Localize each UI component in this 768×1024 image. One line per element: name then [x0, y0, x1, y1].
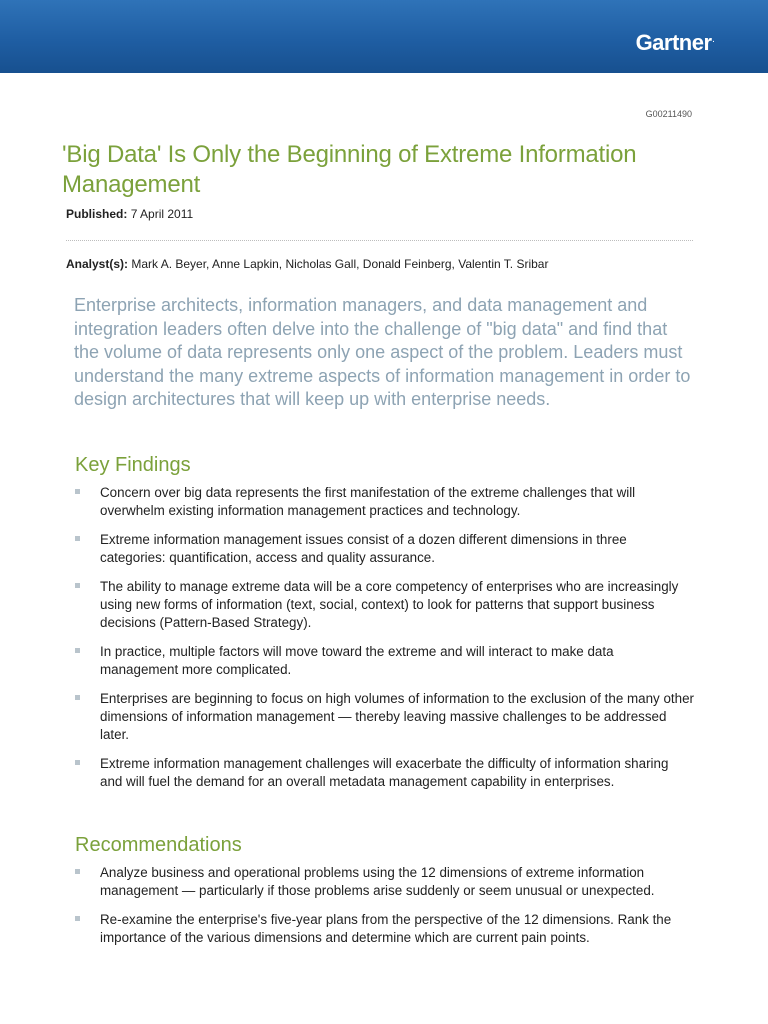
logo-text: Gartner	[635, 30, 712, 55]
recommendations-heading: Recommendations	[75, 834, 242, 856]
key-finding-item	[74, 531, 694, 567]
key-finding-item	[74, 690, 694, 744]
square-bullet-icon	[75, 695, 80, 700]
key-finding-text: Enterprises are beginning to focus on high volumes of information to the exclusion of the many other dimensions of information management — thereby leaving massive challenges to be addressed later.	[100, 691, 694, 742]
logo-mark: .	[712, 36, 714, 44]
document-title: 'Big Data' Is Only the Beginning of Extreme Information Management	[62, 141, 637, 198]
key-finding-text: The ability to manage extreme data will be a core competency of enterprises who are increasingly using new forms of information (text, social, context) to look for patterns that support business decisions (Pattern-Based Strategy).	[100, 579, 679, 630]
key-finding-item	[74, 484, 694, 520]
square-bullet-icon	[75, 869, 80, 874]
square-bullet-icon	[75, 648, 80, 653]
gartner-logo	[636, 30, 714, 56]
analysts-names: Mark A. Beyer, Anne Lapkin, Nicholas Gall, Donald Feinberg, Valentin T. Sribar	[131, 257, 549, 271]
key-finding-item	[74, 755, 694, 791]
recommendation-text: Re-examine the enterprise's five-year plans from the perspective of the 12 dimensions. Rank the importance of the various dimensions and determine which are current pain points.	[100, 912, 672, 945]
key-findings-list	[74, 484, 694, 802]
key-finding-text: Extreme information management challenges will exacerbate the difficulty of information sharing and will fuel the demand for an overall metadata management capability in enterprises.	[100, 756, 669, 789]
recommendation-item	[74, 911, 694, 947]
recommendation-item	[74, 864, 694, 900]
published-label: Published:	[66, 207, 128, 221]
published-date: 7 April 2011	[130, 207, 194, 221]
recommendation-text: Analyze business and operational problems using the 12 dimensions of extreme information management — particularly if those problems arise suddenly or seem unusual or unexpected.	[100, 865, 655, 898]
summary-paragraph: Enterprise architects, information managers, and data management and integration leaders often delve into the challenge of "big data" and find that the volume of data represents only one aspect of the problem. Leaders must understand the many extreme aspects of information management in order to design architectures that will keep up with enterprise needs.	[74, 295, 691, 409]
published-line	[66, 207, 193, 221]
key-finding-text: Concern over big data represents the first manifestation of the extreme challenges that will overwhelm existing information management practices and technology.	[100, 485, 636, 518]
square-bullet-icon	[75, 489, 80, 494]
key-finding-text: Extreme information management issues consist of a dozen different dimensions in three categories: quantification, access and quality assurance.	[100, 532, 627, 565]
key-findings-heading: Key Findings	[75, 454, 191, 476]
square-bullet-icon	[75, 916, 80, 921]
dotted-divider	[66, 240, 693, 241]
key-finding-item	[74, 578, 694, 632]
recommendations-list	[74, 864, 694, 958]
analysts-label: Analyst(s):	[66, 257, 129, 271]
key-finding-item	[74, 643, 694, 679]
square-bullet-icon	[75, 536, 80, 541]
square-bullet-icon	[75, 583, 80, 588]
document-id: G00211490	[645, 109, 692, 119]
key-finding-text: In practice, multiple factors will move toward the extreme and will interact to make data management more complicated.	[100, 644, 614, 677]
analysts-line	[66, 257, 548, 271]
square-bullet-icon	[75, 760, 80, 765]
header-bar	[0, 0, 768, 73]
